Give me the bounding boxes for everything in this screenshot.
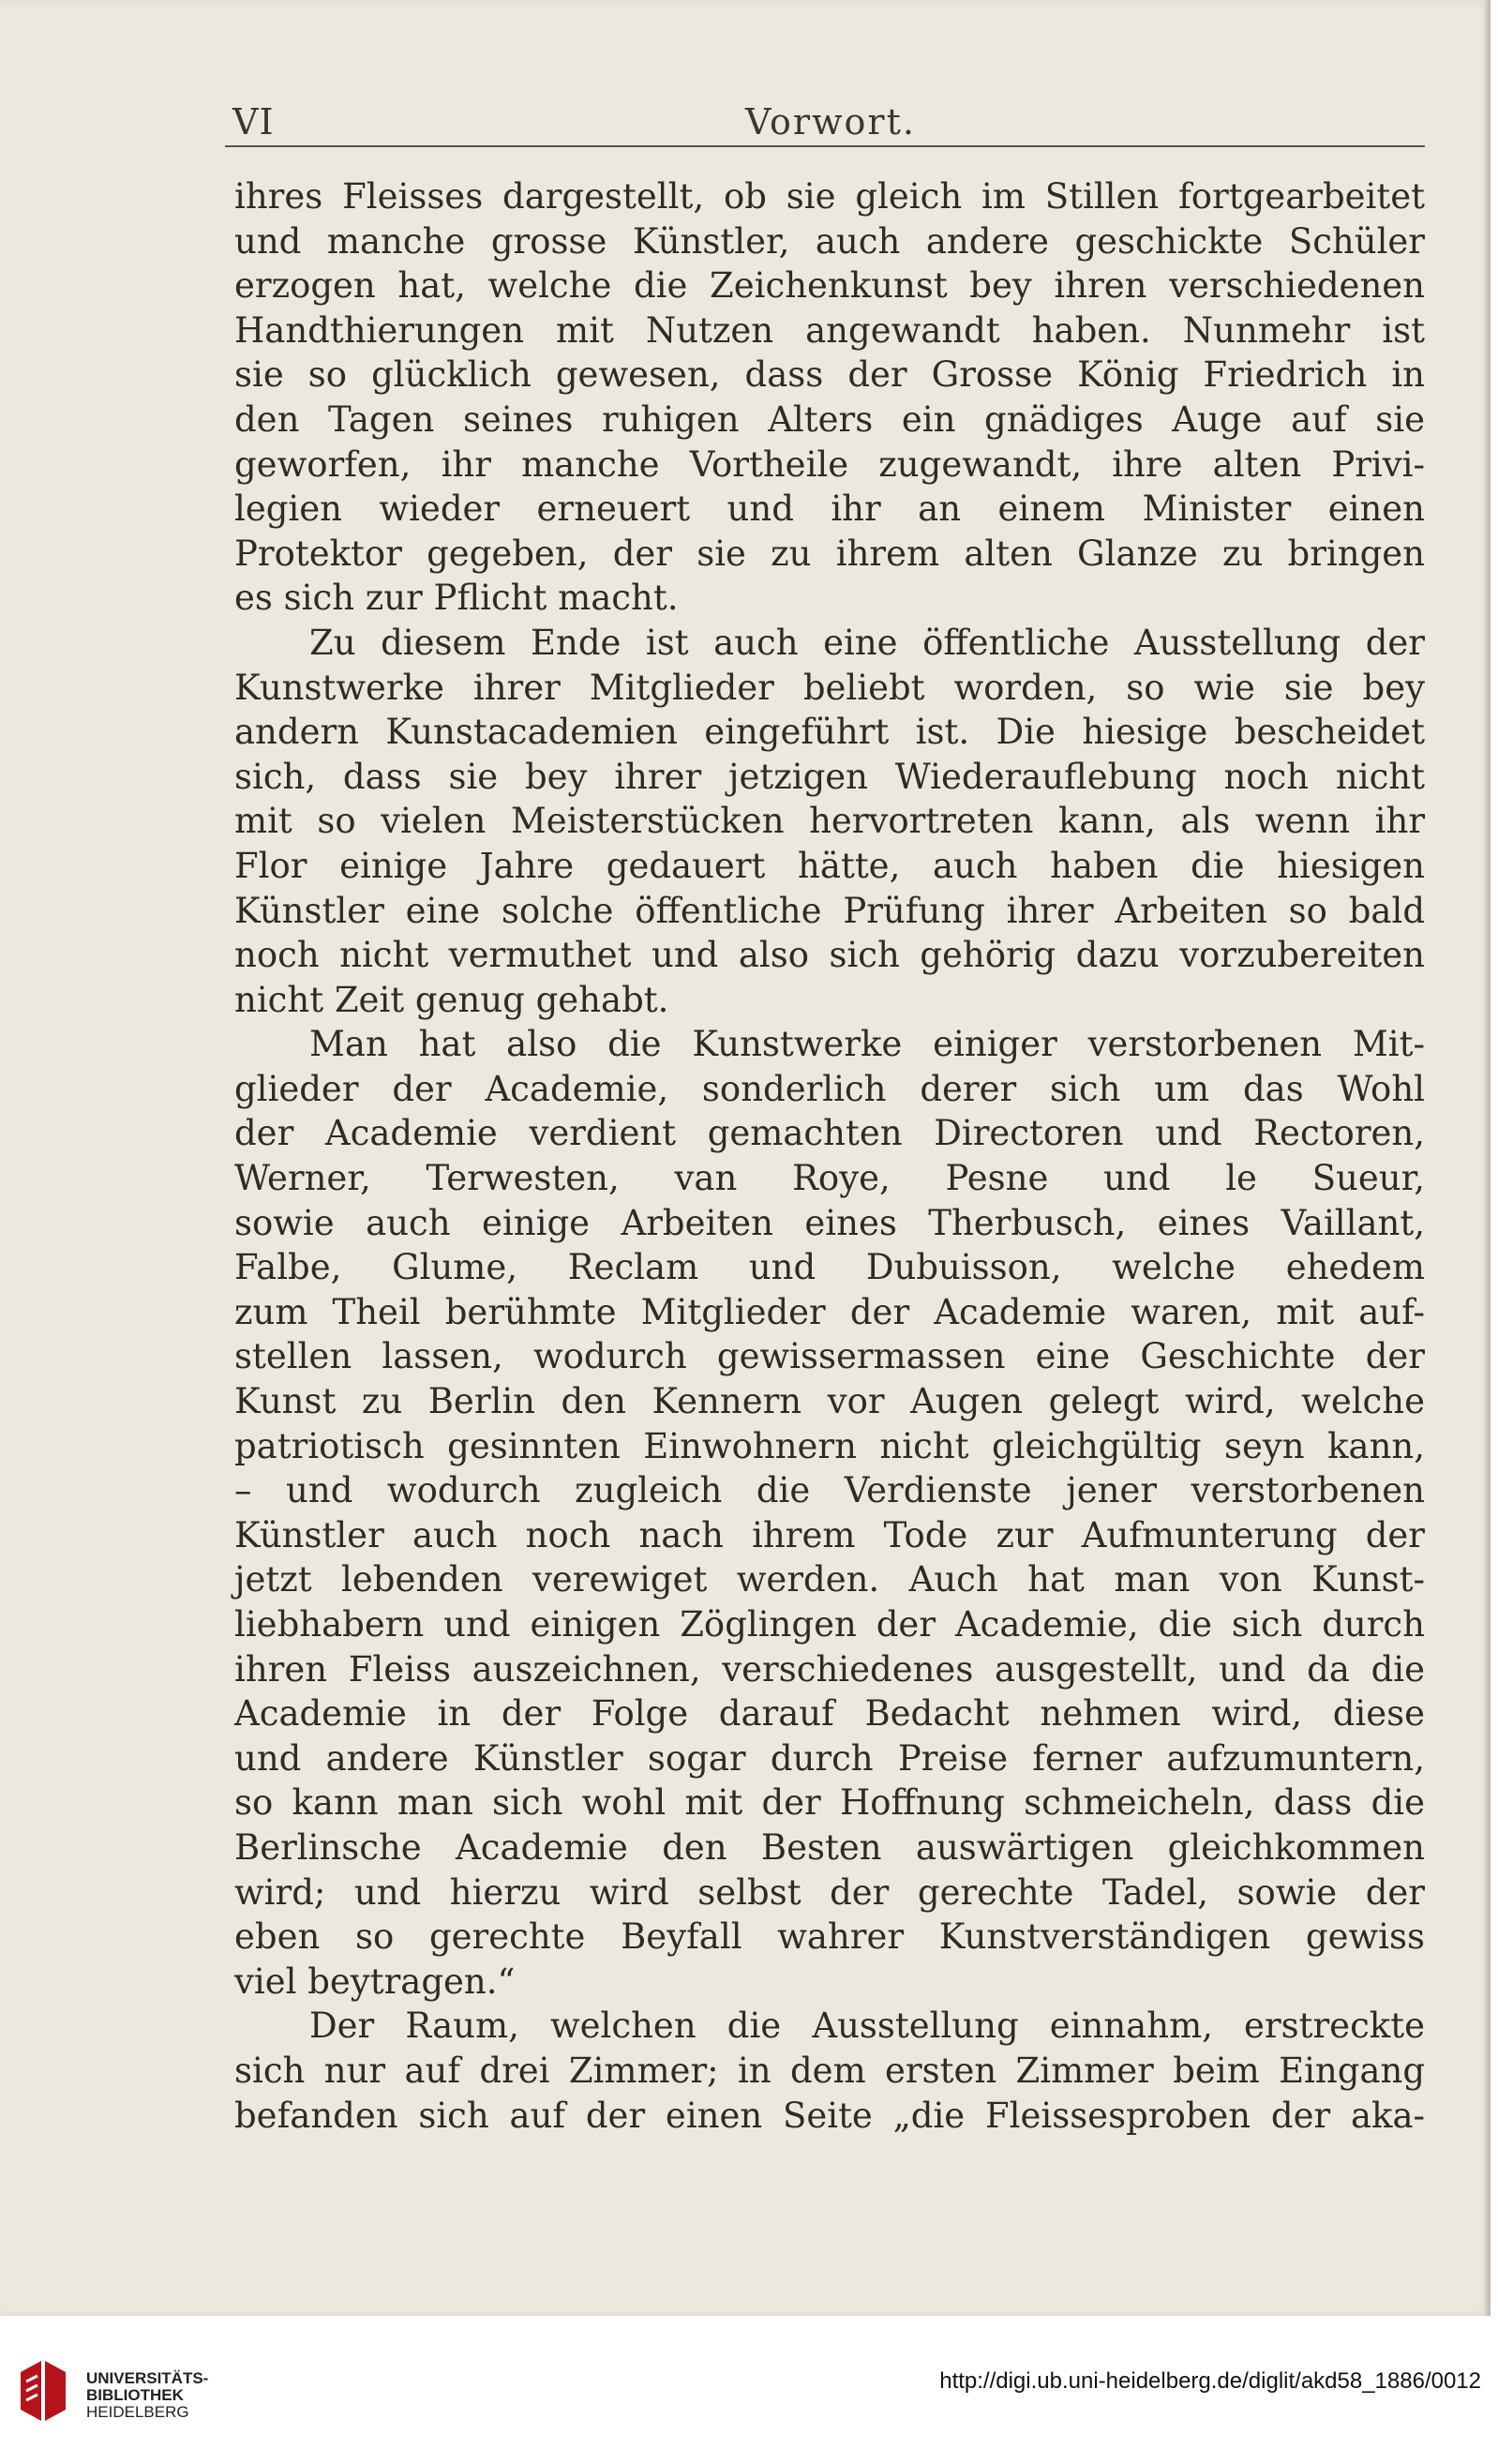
text-line: Künstler eine solche öffentliche Prüfung ihrer Arbeiten so bald [234, 890, 1425, 931]
text-line: eben so gerechte Beyfall wahrer Kunstverständigen gewiss [234, 1916, 1425, 1958]
running-title: Vorwort. [745, 101, 916, 143]
text-line: Academie in der Folge darauf Bedacht nehmen wird, diese [234, 1693, 1425, 1735]
text-line: befanden sich auf der einen Seite „die Fleissesproben der aka- [234, 2095, 1425, 2136]
text-line: und manche grosse Künstler, auch andere geschickte Schüler [234, 220, 1425, 262]
text-line: jetzt lebenden verewiget werden. Auch hat man von Kunst- [234, 1559, 1425, 1600]
text-line: nicht Zeit genug gehabt. [234, 979, 669, 1020]
text-line: Handthierungen mit Nutzen angewandt haben. Nunmehr ist [234, 309, 1425, 351]
text-line: liebhabern und einigen Zöglingen der Academie, die sich durch [234, 1604, 1425, 1645]
text-line: Zu diesem Ende ist auch eine öffentliche Ausstellung der [309, 622, 1425, 663]
text-line: sich, dass sie bey ihrer jetzigen Wiederauflebung noch nicht [234, 756, 1425, 797]
text-line: Berlinsche Academie den Besten auswärtigen gleichkommen [234, 1826, 1425, 1868]
page-edge [1485, 0, 1491, 2316]
text-line: und andere Künstler sogar durch Preise ferner aufzumuntern, [234, 1737, 1425, 1779]
text-line: Werner, Terwesten, van Roye, Pesne und le Sueur, [234, 1158, 1425, 1199]
text-line: Falbe, Glume, Reclam und Dubuisson, welche ehedem [234, 1247, 1425, 1288]
text-line: Künstler auch noch nach ihrem Tode zur Aufmunterung der [234, 1514, 1425, 1555]
text-line: geworfen, ihr manche Vortheile zugewandt, ihre alten Privi- [234, 443, 1425, 485]
library-name-line: UNIVERSITÄTS- [86, 2369, 209, 2387]
text-line: wird; und hierzu wird selbst der gerechte Tadel, sowie der [234, 1871, 1425, 1913]
text-line: andern Kunstacademien eingeführt ist. Die hiesige bescheidet [234, 712, 1425, 753]
page-number: VI [232, 101, 275, 143]
text-line: patriotisch gesinnten Einwohnern nicht gleichgültig seyn kann, [234, 1425, 1425, 1466]
text-line: sie so glücklich gewesen, dass der Grosse König Friedrich in [234, 354, 1425, 396]
text-line: noch nicht vermuthet und also sich gehörig dazu vorzubereiten [234, 935, 1425, 976]
text-line: den Tagen seines ruhigen Alters ein gnädiges Auge auf sie [234, 398, 1425, 440]
text-line: es sich zur Pflicht macht. [234, 578, 679, 619]
footer-bar [0, 2316, 1498, 2464]
library-name [86, 2370, 208, 2421]
text-line: glieder der Academie, sonderlich derer sich um das Wohl [234, 1068, 1425, 1109]
text-line: Kunstwerke ihrer Mitglieder beliebt worden, so wie sie bey [234, 667, 1425, 708]
text-line: stellen lassen, wodurch gewissermassen eine Geschichte der [234, 1336, 1425, 1377]
text-line: der Academie verdient gemachten Directoren und Rectoren, [234, 1113, 1425, 1154]
text-line: erzogen hat, welche die Zeichenkunst bey ihren verschiedenen [234, 265, 1425, 307]
text-line: ihren Fleiss auszeichnen, verschiedenes ausgestellt, und da die [234, 1648, 1425, 1690]
library-name-line: BIBLIOTHEK [86, 2386, 184, 2404]
text-line: sich nur auf drei Zimmer; in dem ersten Zimmer beim Eingang [234, 2050, 1425, 2091]
text-line: Der Raum, welchen die Ausstellung einnahm, erstreckte [309, 2006, 1425, 2047]
text-line: zum Theil berühmte Mitglieder der Academie waren, mit auf- [234, 1291, 1425, 1332]
library-name-line: HEIDELBERG [86, 2403, 189, 2421]
text-line: Man hat also die Kunstwerke einiger verstorbenen Mit- [309, 1024, 1425, 1065]
text-line: viel beytragen.“ [234, 1961, 516, 2002]
text-line: – und wodurch zugleich die Verdienste jener verstorbenen [234, 1470, 1425, 1511]
text-line: mit so vielen Meisterstücken hervortreten kann, als wenn ihr [234, 801, 1425, 842]
text-line: ihres Fleisses dargestellt, ob sie gleich im Stillen fortgearbeitet [234, 176, 1425, 217]
text-line: Kunst zu Berlin den Kennern vor Augen gelegt wird, welche [234, 1381, 1425, 1422]
header-rule [225, 145, 1425, 147]
page-header [225, 101, 1425, 150]
text-line: Flor einige Jahre gedauert hätte, auch haben die hiesigen [234, 845, 1425, 886]
text-line: sowie auch einige Arbeiten eines Therbusch, eines Vaillant, [234, 1202, 1425, 1243]
permalink-url[interactable]: http://digi.ub.uni-heidelberg.de/diglit/akd58_1886/0012 [939, 2368, 1481, 2394]
text-line: so kann man sich wohl mit der Hoffnung schmeicheln, dass die [234, 1782, 1425, 1824]
body-text [234, 174, 1425, 2138]
university-library-logo-icon [13, 2353, 79, 2428]
text-line: Protektor gegeben, der sie zu ihrem alten Glanze zu bringen [234, 533, 1425, 574]
text-line: legien wieder erneuert und ihr an einem Minister einen [234, 488, 1425, 530]
